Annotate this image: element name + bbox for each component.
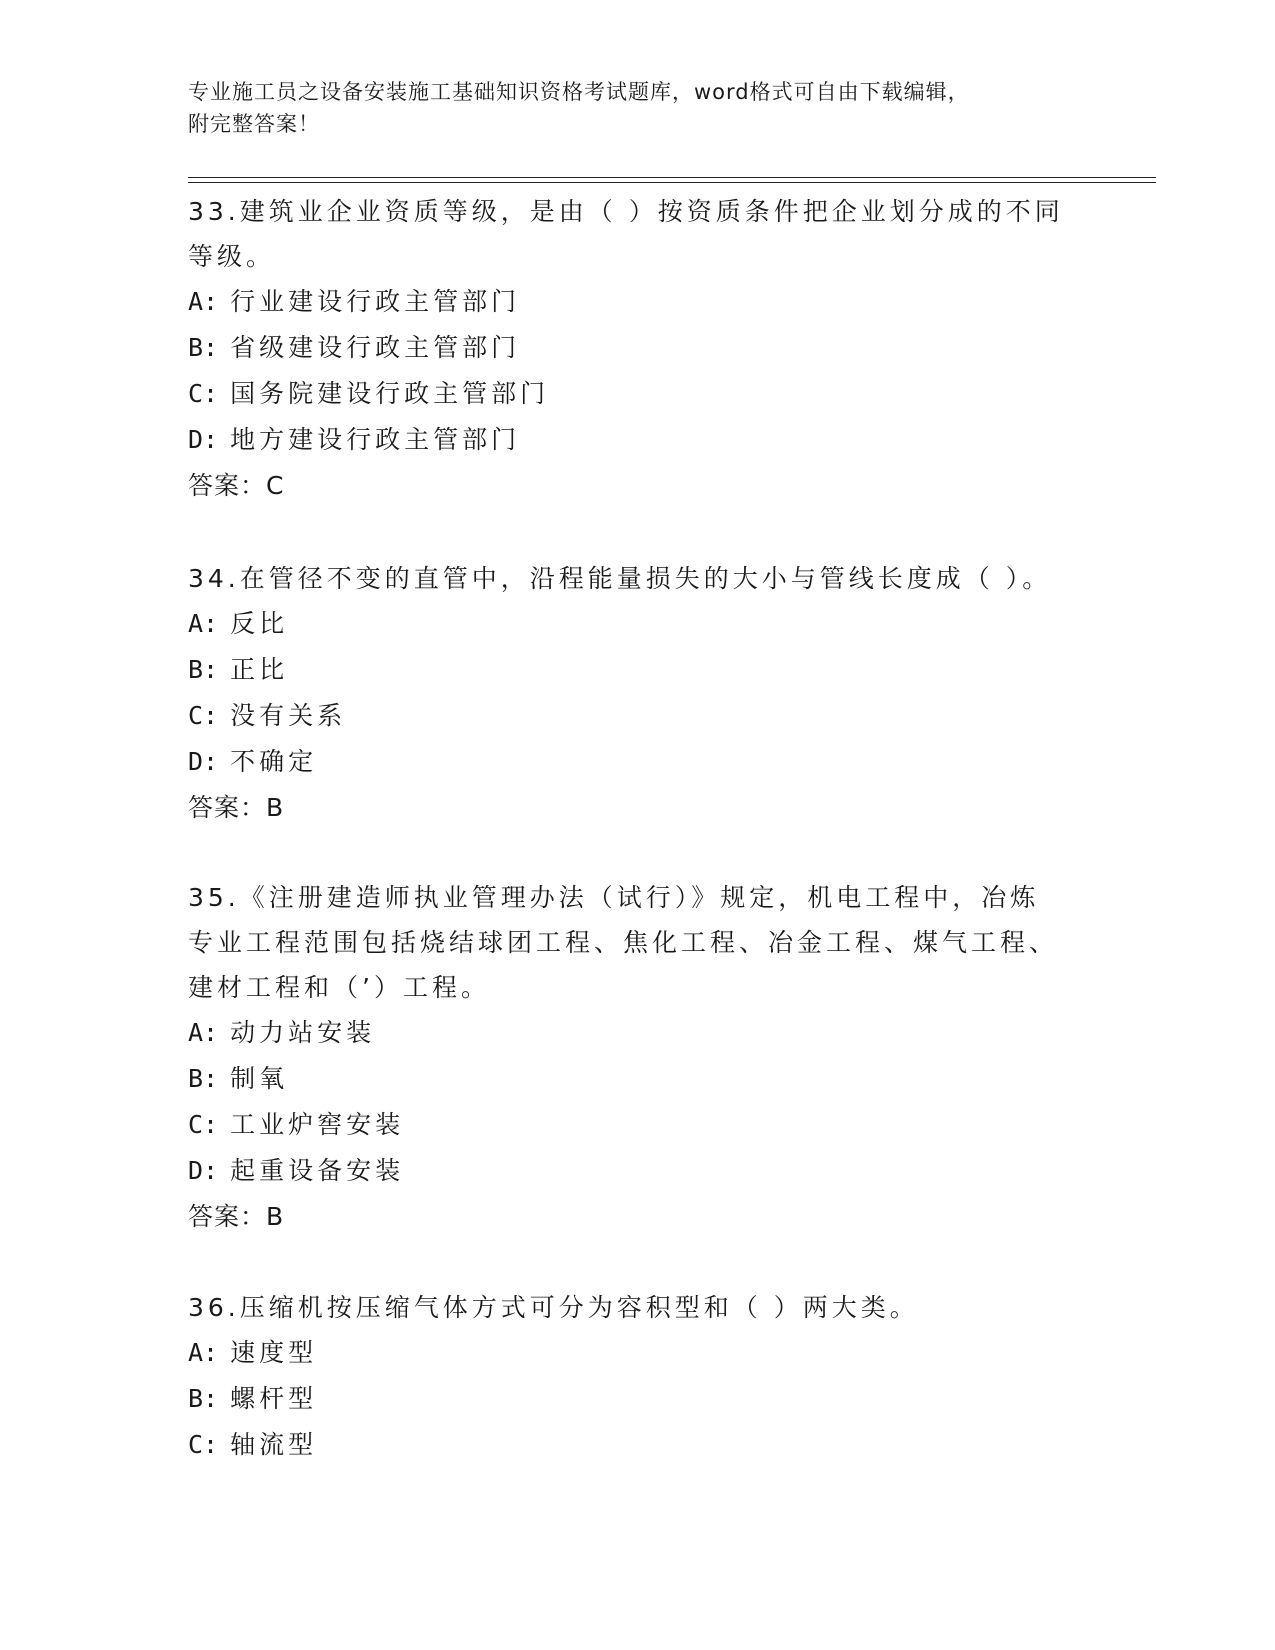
answer-line: 答案：C	[188, 471, 285, 500]
option-text: 地方建设行政主管部门	[230, 425, 521, 454]
option-a	[188, 1330, 1068, 1376]
option-text: 没有关系	[230, 701, 347, 730]
option-b	[188, 325, 1068, 371]
option-letter: B:	[188, 333, 219, 362]
option-text: 行业建设行政主管部门	[230, 287, 521, 316]
option-letter: B:	[188, 1384, 219, 1413]
option-text: 起重设备安装	[230, 1156, 405, 1185]
option-letter: B:	[188, 655, 219, 684]
header-line-2: 附完整答案！	[188, 112, 320, 136]
option-a	[188, 279, 1068, 325]
option-letter: A:	[188, 1018, 219, 1047]
option-text: 螺杆型	[230, 1384, 318, 1413]
question-stem: 35.《注册建造师执业管理办法（试行）》规定，机电工程中，冶炼专业工程范围包括烧结球团工程、焦化工程、冶金工程、煤气工程、建材工程和（’）工程。	[188, 883, 1059, 1002]
document-header	[188, 76, 1068, 140]
option-b	[188, 647, 1068, 693]
option-c	[188, 371, 1068, 417]
option-c	[188, 693, 1068, 739]
option-text: 不确定	[230, 747, 318, 776]
option-text: 动力站安装	[230, 1018, 376, 1047]
question-36	[188, 1285, 1068, 1468]
question-stem: 36.压缩机按压缩气体方式可分为容积型和（ ）两大类。	[188, 1293, 919, 1322]
option-text: 工业炉窖安装	[230, 1110, 405, 1139]
option-letter: C:	[188, 701, 219, 730]
option-text: 速度型	[230, 1338, 318, 1367]
header-divider-bottom	[188, 182, 1156, 183]
option-letter: D:	[188, 425, 219, 454]
question-stem: 33.建筑业企业资质等级，是由（ ）按资质条件把企业划分成的不同等级。	[188, 197, 1064, 271]
option-a	[188, 601, 1068, 647]
question-stem: 34.在管径不变的直管中，沿程能量损失的大小与管线长度成（ ）。	[188, 564, 1052, 593]
option-text: 国务院建设行政主管部门	[230, 379, 550, 408]
option-d	[188, 739, 1068, 785]
option-b	[188, 1376, 1068, 1422]
question-35	[188, 875, 1068, 1240]
option-a	[188, 1010, 1068, 1056]
answer-line: 答案：B	[188, 793, 285, 822]
option-text: 轴流型	[230, 1430, 318, 1459]
option-letter: C:	[188, 379, 219, 408]
question-33	[188, 189, 1068, 509]
option-letter: B:	[188, 1064, 219, 1093]
question-34	[188, 556, 1068, 831]
option-letter: D:	[188, 1156, 219, 1185]
option-letter: A:	[188, 287, 219, 316]
option-letter: C:	[188, 1110, 219, 1139]
option-c	[188, 1422, 1068, 1468]
option-text: 制氧	[230, 1064, 289, 1093]
option-d	[188, 1148, 1068, 1194]
answer-line: 答案：B	[188, 1202, 285, 1231]
option-text: 正比	[230, 655, 289, 684]
option-text: 省级建设行政主管部门	[230, 333, 521, 362]
option-letter: A:	[188, 1338, 219, 1367]
header-divider-top	[188, 177, 1156, 178]
option-letter: A:	[188, 609, 219, 638]
option-text: 反比	[230, 609, 289, 638]
option-letter: D:	[188, 747, 219, 776]
header-line-1: 专业施工员之设备安装施工基础知识资格考试题库，word格式可自由下载编辑，	[188, 80, 970, 104]
option-letter: C:	[188, 1430, 219, 1459]
option-c	[188, 1102, 1068, 1148]
option-d	[188, 417, 1068, 463]
option-b	[188, 1056, 1068, 1102]
